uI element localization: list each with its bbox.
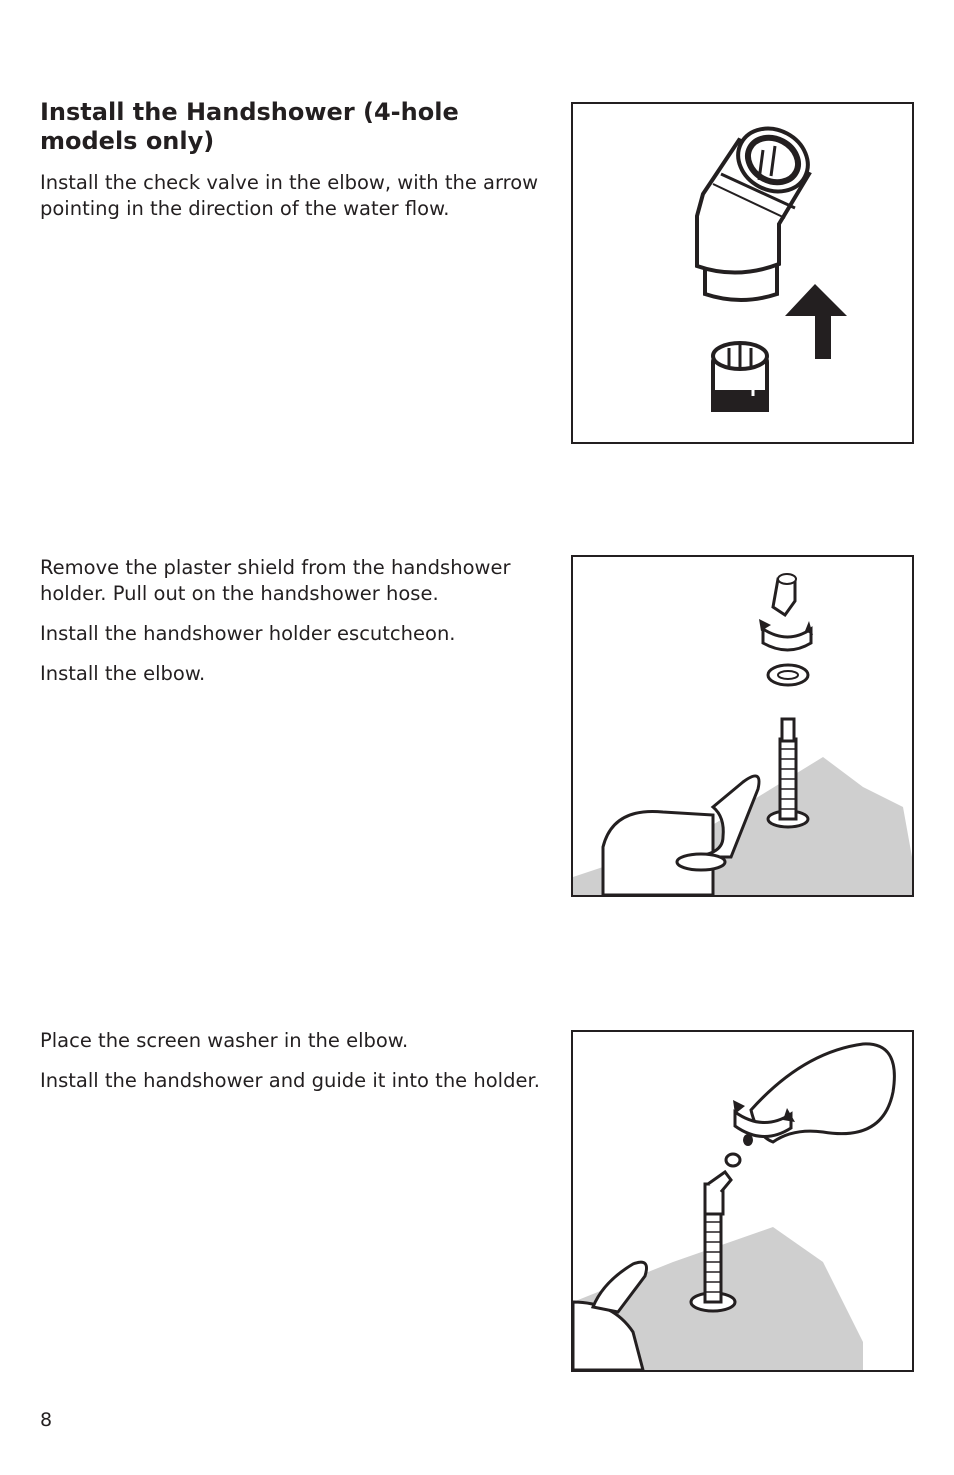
instruction-screen-washer: Place the screen washer in the elbow. <box>40 1029 409 1052</box>
instruction-elbow: Install the elbow. <box>40 662 206 685</box>
instruction-plaster-shield: Remove the plaster shield from the handshower holder. Pull out on the handshower hose. <box>40 556 511 605</box>
check-valve-illustration <box>573 104 912 442</box>
instruction-check-valve: Install the check valve in the elbow, with the arrow pointing in the direction of the water flow. <box>40 171 539 220</box>
section-heading: Install the Handshower (4-hole models only) <box>40 98 459 155</box>
figure-holder-escutcheon <box>571 555 914 897</box>
handshower-install-illustration <box>573 1032 912 1370</box>
instruction-install-handshower: Install the handshower and guide it into the holder. <box>40 1069 540 1092</box>
page-number: 8 <box>40 1409 53 1431</box>
holder-escutcheon-illustration <box>573 557 912 895</box>
figure-check-valve <box>571 102 914 444</box>
instruction-escutcheon: Install the handshower holder escutcheon. <box>40 622 456 645</box>
figure-handshower-install <box>571 1030 914 1372</box>
